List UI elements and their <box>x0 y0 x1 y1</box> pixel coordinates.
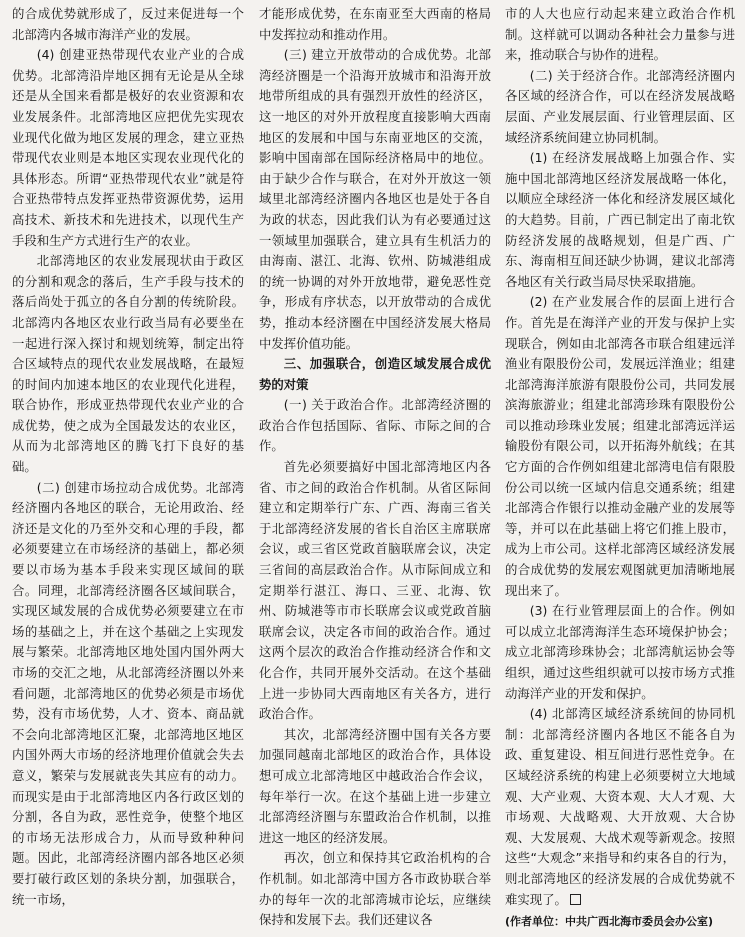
paragraph <box>505 704 735 910</box>
paragraph: 再次，创立和保持其它政治机构的合作机制。如北部湾中国方各市政协联合举办的每年一次的北部湾城市论坛，应继续保持和发展下去。我们还建议各 <box>259 850 491 928</box>
paragraph: (2) 在产业发展合作的层面上进行合作。首先是在海洋产业的开发与保护上实现联合，例如由北部湾各市联合组建远洋渔业有限股份公司，发展远洋渔业；组建北部湾海洋旅游有限股份公司，共同发展滨海旅游业；组建北部湾珍珠有限股份公司以推动珍珠业发展；组建北部湾远洋运输股份有限公司，以开拓海外航线；在其它方面的合作例如组建北部湾电信有限股份公司以统一区域内信息交通系统；组建北部湾合作银行以推动金融产业的发展等等，并可以在此基础上将它们推上股市，成为上市公司。这样北部湾区域经济发展的合成优势的发展宏观图就更加清晰地展现出来了。 <box>505 294 735 598</box>
paragraph: 才能形成优势，在东南亚至大西南的格局中发挥拉动和推动作用。 <box>259 6 491 42</box>
paragraph: (4) 创建亚热带现代农业产业的合成优势。北部湾沿岸地区拥有无论是从全球还是从全国来看都是极好的农业资源和农业发展条件。北部湾地区应把优先实现农业现代化做为地区发展的理念，建立亚热带现代农业则是本地区实现农业现代化的具体形态。所谓“亚热带现代农业”就是符合亚热带特点发挥亚热带资源优势，运用高技术、新技术和先进技术，以现代生产手段和生产方式进行生产的农业。 <box>12 47 244 248</box>
author-affiliation: (作者单位：中共广西北海市委员会办公室) <box>505 915 714 929</box>
article-column-3 <box>505 4 735 933</box>
paragraph-text: (4) 北部湾区域经济系统间的协同机制：北部湾经济圈内各地区不能各自为政、重复建设、相互间进行恶性竞争。在区域经济系统的构建上必须要树立大地域观、大产业观、大资本观、大人才观、大市场观、大战略观、大开放观、大合协观、大发展观、大战术观等新观念。按照这些“大观念”来指导和约束各自的行为，则北部湾地区的经济发展的合成优势就不难实现了。 <box>505 706 735 907</box>
paragraph: (二) 创建市场拉动合成优势。北部湾经济圈内各地区的联合，无论用政治、经济还是文化的乃至外交和心理的手段，都必须要建立在市场经济的基础上，都必须要以市场为基本手段来实现区域间的联合。同理，北部湾经济圈各区域间联合，实现区域发展的合成优势必须要建立在市场的基础之上，并在这个基础之上实现发展与繁荣。北部湾地区地处国内国外两大市场的交汇之地，从北部湾经济圈以外来看问题，北部湾地区的优势必须是市场优势，没有市场优势，人才、资本、商品就不会向北部湾地区汇聚，北部湾地区地区内国外两大市场的经济地理价值就会失去意义，繁荣与发展就丧失其应有的动力。而现实是由于北部湾地区内各行政区划的分割，各自为政，恶性竞争，使整个地区的市场无法形成合力，从而导致种种问题。因此，北部湾经济圈内部各地区必须要打破行政区划的条块分割，加强联合，统一市场， <box>12 479 244 907</box>
paragraph: (一) 关于政治合作。北部湾经济圈的政治合作包括国际、省际、市际之间的合作。 <box>259 397 491 454</box>
paragraph: (1) 在经济发展战略上加强合作、实施中国北部湾地区经济发展战略一体化，以顺应全球经济一体化和经济发展区域化的大趋势。目前，广西已制定出了南北钦防经济发展的战略规划，但是广西、广东、海南相互间还缺少协调，建议北部湾各地区有关行政当局尽快采取措施。 <box>505 150 735 289</box>
paragraph: (二) 关于经济合作。北部湾经济圈内各区域的经济合作，可以在经济发展战略层面、产业发展层面、行业管理层面、区域经济系统间建立协同机制。 <box>505 67 735 145</box>
article-column-1 <box>12 4 244 910</box>
paragraph: 首先必须要搞好中国北部湾地区内各省、市之间的政治合作机制。从省区际间建立和定期举行广东、广西、海南三省关于北部湾经济发展的省长自治区主席联席会议，或三省区党政首脑联席会议，决定三省间的高层政治合作。从市际间成立和定期举行湛江、海口、三亚、北海、钦州、防城港等市市长联席会议或党政首脑联席会议，决定各市间的政治合作。通过这两个层次的政治合作推动经济合作和文化合作，共同开展外交活动。在这个基础上进一步协同大西南地区有关各方，进行政治合作。 <box>259 459 491 722</box>
paragraph: 北部湾地区的农业发展现状由于政区的分割和观念的落后，生产手段与技术的落后尚处于孤立的各自分割的传统阶段。北部湾内各地区农业行政当局有必要坐在一起进行深入探讨和规划统筹，制定出符合区域特点的现代农业发展战略，在最短的时间内加速本地区的农业现代化进程，联合协作，形成亚热带现代农业产业的合成优势，使之成为全国最发达的农业区，从而为北部湾地区的腾飞打下良好的基础。 <box>12 253 244 475</box>
end-mark-icon <box>570 894 581 905</box>
paragraph: (3) 在行业管理层面上的合作。例如可以成立北部湾海洋生态环境保护协会；成立北部湾珍珠协会；北部湾航运协会等组织，通过这些组织就可以按市场方式推动海洋产业的开发和保护。 <box>505 603 735 701</box>
paragraph: 的合成优势就形成了，反过来促进每一个北部湾内各城市海洋产业的发展。 <box>12 6 244 42</box>
paragraph: 其次，北部湾经济圈中国有关各方要加强同越南北部地区的政治合作，具体设想可成立北部湾地区中越政治合作会议，每年举行一次。在这个基础上进一步建立北部湾经济圈与东盟政治合作机制，以推进这一地区的经济发展。 <box>259 726 491 845</box>
paragraph: 市的人大也应行动起来建立政治合作机制。这样就可以调动各种社会力量参与进来，推动联合与协作的进程。 <box>505 6 735 63</box>
section-heading: 三、加强联合，创造区域发展合成优势的对策 <box>259 356 491 392</box>
article-column-2 <box>259 4 491 931</box>
paragraph: (三) 建立开放带动的合成优势。北部湾经济圈是一个沿海开放城市和沿海开放地带所组成的具有强烈开放性的经济区，这一地区的对外开放程度直接影响大西南地区的发展和中国与东南亚地区的交流，影响中国南部在国际经济格局中的地位。由于缺少合作与联合，在对外开放这一领域里北部湾经济圈内各地区也是处于各自为政的状态，因此我们认为有必要通过这一领域里加强联合，建立具有生机活力的由海南、湛江、北海、钦州、防城港组成的统一协调的对外开放地带，避免恶性竞争，形成有序状态，以开放带动的合成优势，推动本经济圈在中国经济发展大格局中发挥价值功能。 <box>259 47 491 351</box>
